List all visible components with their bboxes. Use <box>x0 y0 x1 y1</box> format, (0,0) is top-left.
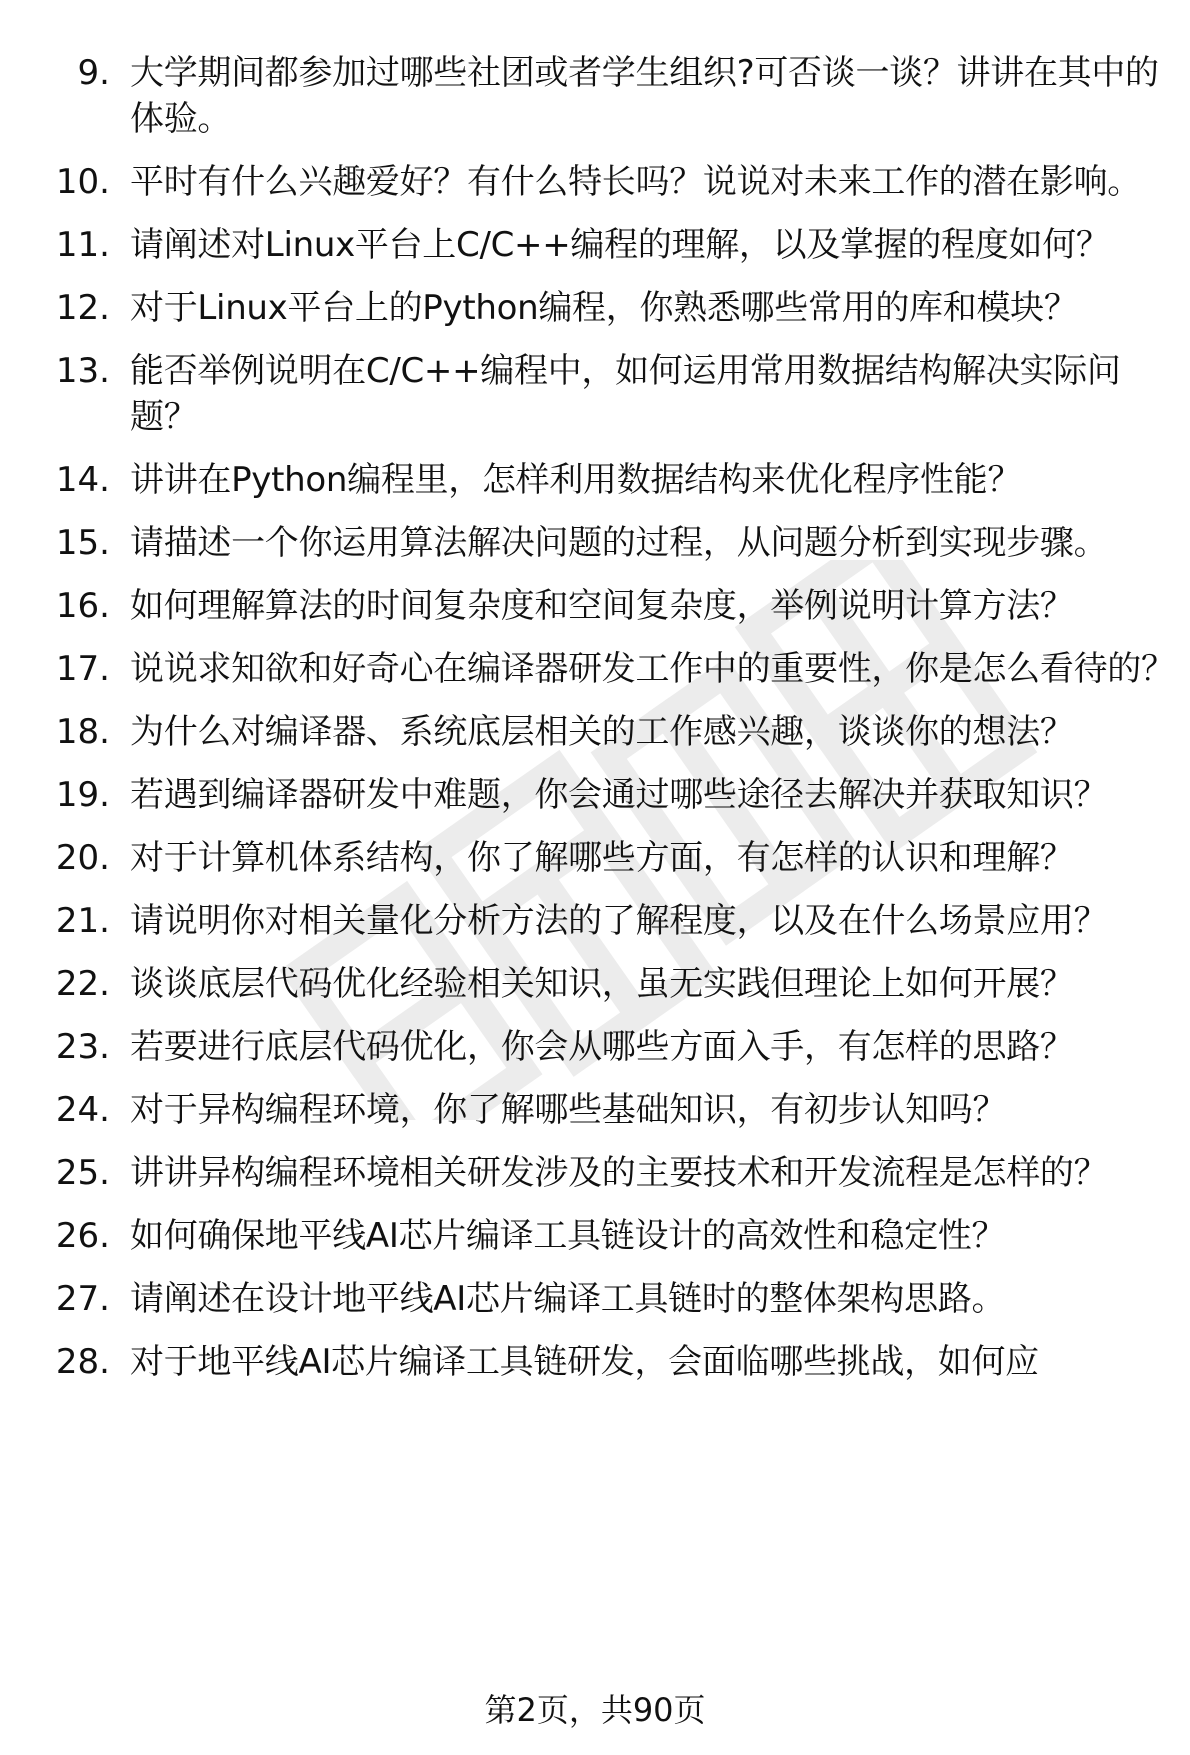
question-text: 如何理解算法的时间复杂度和空间复杂度，举例说明计算方法？ <box>130 586 1074 626</box>
question-number: 12. <box>55 288 110 328</box>
list-item <box>0 1024 1190 1070</box>
list-item <box>0 1339 1190 1385</box>
question-text: 大学期间都参加过哪些社团或者学生组织?可否谈一谈？讲讲在其中的体验。 <box>130 53 1159 139</box>
list-item <box>0 961 1190 1007</box>
question-number: 10. <box>55 162 110 202</box>
question-text: 请描述一个你运用算法解决问题的过程，从问题分析到实现步骤。 <box>130 523 1108 563</box>
question-number: 19. <box>55 775 110 815</box>
question-text: 讲讲异构编程环境相关研发涉及的主要技术和开发流程是怎样的？ <box>130 1153 1108 1193</box>
question-number: 11. <box>55 225 110 265</box>
list-item <box>0 835 1190 881</box>
list-item <box>0 1276 1190 1322</box>
question-text: 讲讲在Python编程里，怎样利用数据结构来优化程序性能？ <box>130 460 1022 500</box>
list-item <box>0 709 1190 755</box>
question-text: 能否举例说明在C/C++编程中，如何运用常用数据结构解决实际问题？ <box>130 351 1121 437</box>
question-text: 如何确保地平线AI芯片编译工具链设计的高效性和稳定性？ <box>130 1216 1006 1256</box>
question-number: 16. <box>55 586 110 626</box>
list-item <box>0 285 1190 331</box>
question-number: 15. <box>55 523 110 563</box>
question-number: 26. <box>55 1216 110 1256</box>
question-number: 24. <box>55 1090 110 1130</box>
question-list <box>0 50 1190 1402</box>
question-number: 14. <box>55 460 110 500</box>
question-number: 21. <box>55 901 110 941</box>
list-item <box>0 457 1190 503</box>
question-number: 28. <box>55 1342 110 1382</box>
question-number: 23. <box>55 1027 110 1067</box>
question-text: 若遇到编译器研发中难题，你会通过哪些途径去解决并获取知识？ <box>130 775 1108 815</box>
question-number: 22. <box>55 964 110 1004</box>
list-item <box>0 520 1190 566</box>
list-item <box>0 348 1190 440</box>
question-number: 17. <box>55 649 110 689</box>
question-text: 请阐述对Linux平台上C/C++编程的理解，以及掌握的程度如何？ <box>130 225 1110 265</box>
list-item <box>0 222 1190 268</box>
question-text: 对于Linux平台上的Python编程，你熟悉哪些常用的库和模块？ <box>130 288 1078 328</box>
question-number: 25. <box>55 1153 110 1193</box>
question-text: 谈谈底层代码优化经验相关知识，虽无实践但理论上如何开展？ <box>130 964 1074 1004</box>
question-number: 20. <box>55 838 110 878</box>
list-item <box>0 772 1190 818</box>
question-number: 18. <box>55 712 110 752</box>
question-text: 说说求知欲和好奇心在编译器研发工作中的重要性，你是怎么看待的？ <box>130 649 1175 689</box>
question-text: 若要进行底层代码优化，你会从哪些方面入手，有怎样的思路？ <box>130 1027 1074 1067</box>
list-item <box>0 898 1190 944</box>
list-item <box>0 646 1190 692</box>
list-item <box>0 1213 1190 1259</box>
question-text: 对于计算机体系结构，你了解哪些方面，有怎样的认识和理解？ <box>130 838 1074 878</box>
list-item <box>0 50 1190 142</box>
list-item <box>0 583 1190 629</box>
question-text: 平时有什么兴趣爱好？有什么特长吗？说说对未来工作的潜在影响。 <box>130 162 1141 202</box>
question-text: 请说明你对相关量化分析方法的了解程度，以及在什么场景应用？ <box>130 901 1108 941</box>
question-number: 27. <box>55 1279 110 1319</box>
list-item <box>0 1087 1190 1133</box>
list-item <box>0 1150 1190 1196</box>
page-footer <box>0 1690 1190 1730</box>
question-text: 请阐述在设计地平线AI芯片编译工具链时的整体架构思路。 <box>130 1279 1006 1319</box>
question-text: 为什么对编译器、系统底层相关的工作感兴趣，谈谈你的想法？ <box>130 712 1074 752</box>
question-number: 13. <box>55 351 110 391</box>
question-text: 对于地平线AI芯片编译工具链研发，会面临哪些挑战，如何应 <box>130 1342 1039 1382</box>
question-text: 对于异构编程环境，你了解哪些基础知识，有初步认知吗？ <box>130 1090 1007 1130</box>
list-item <box>0 159 1190 205</box>
page-number-label: 第2页，共90页 <box>484 1691 706 1729</box>
question-number: 9. <box>77 53 110 93</box>
